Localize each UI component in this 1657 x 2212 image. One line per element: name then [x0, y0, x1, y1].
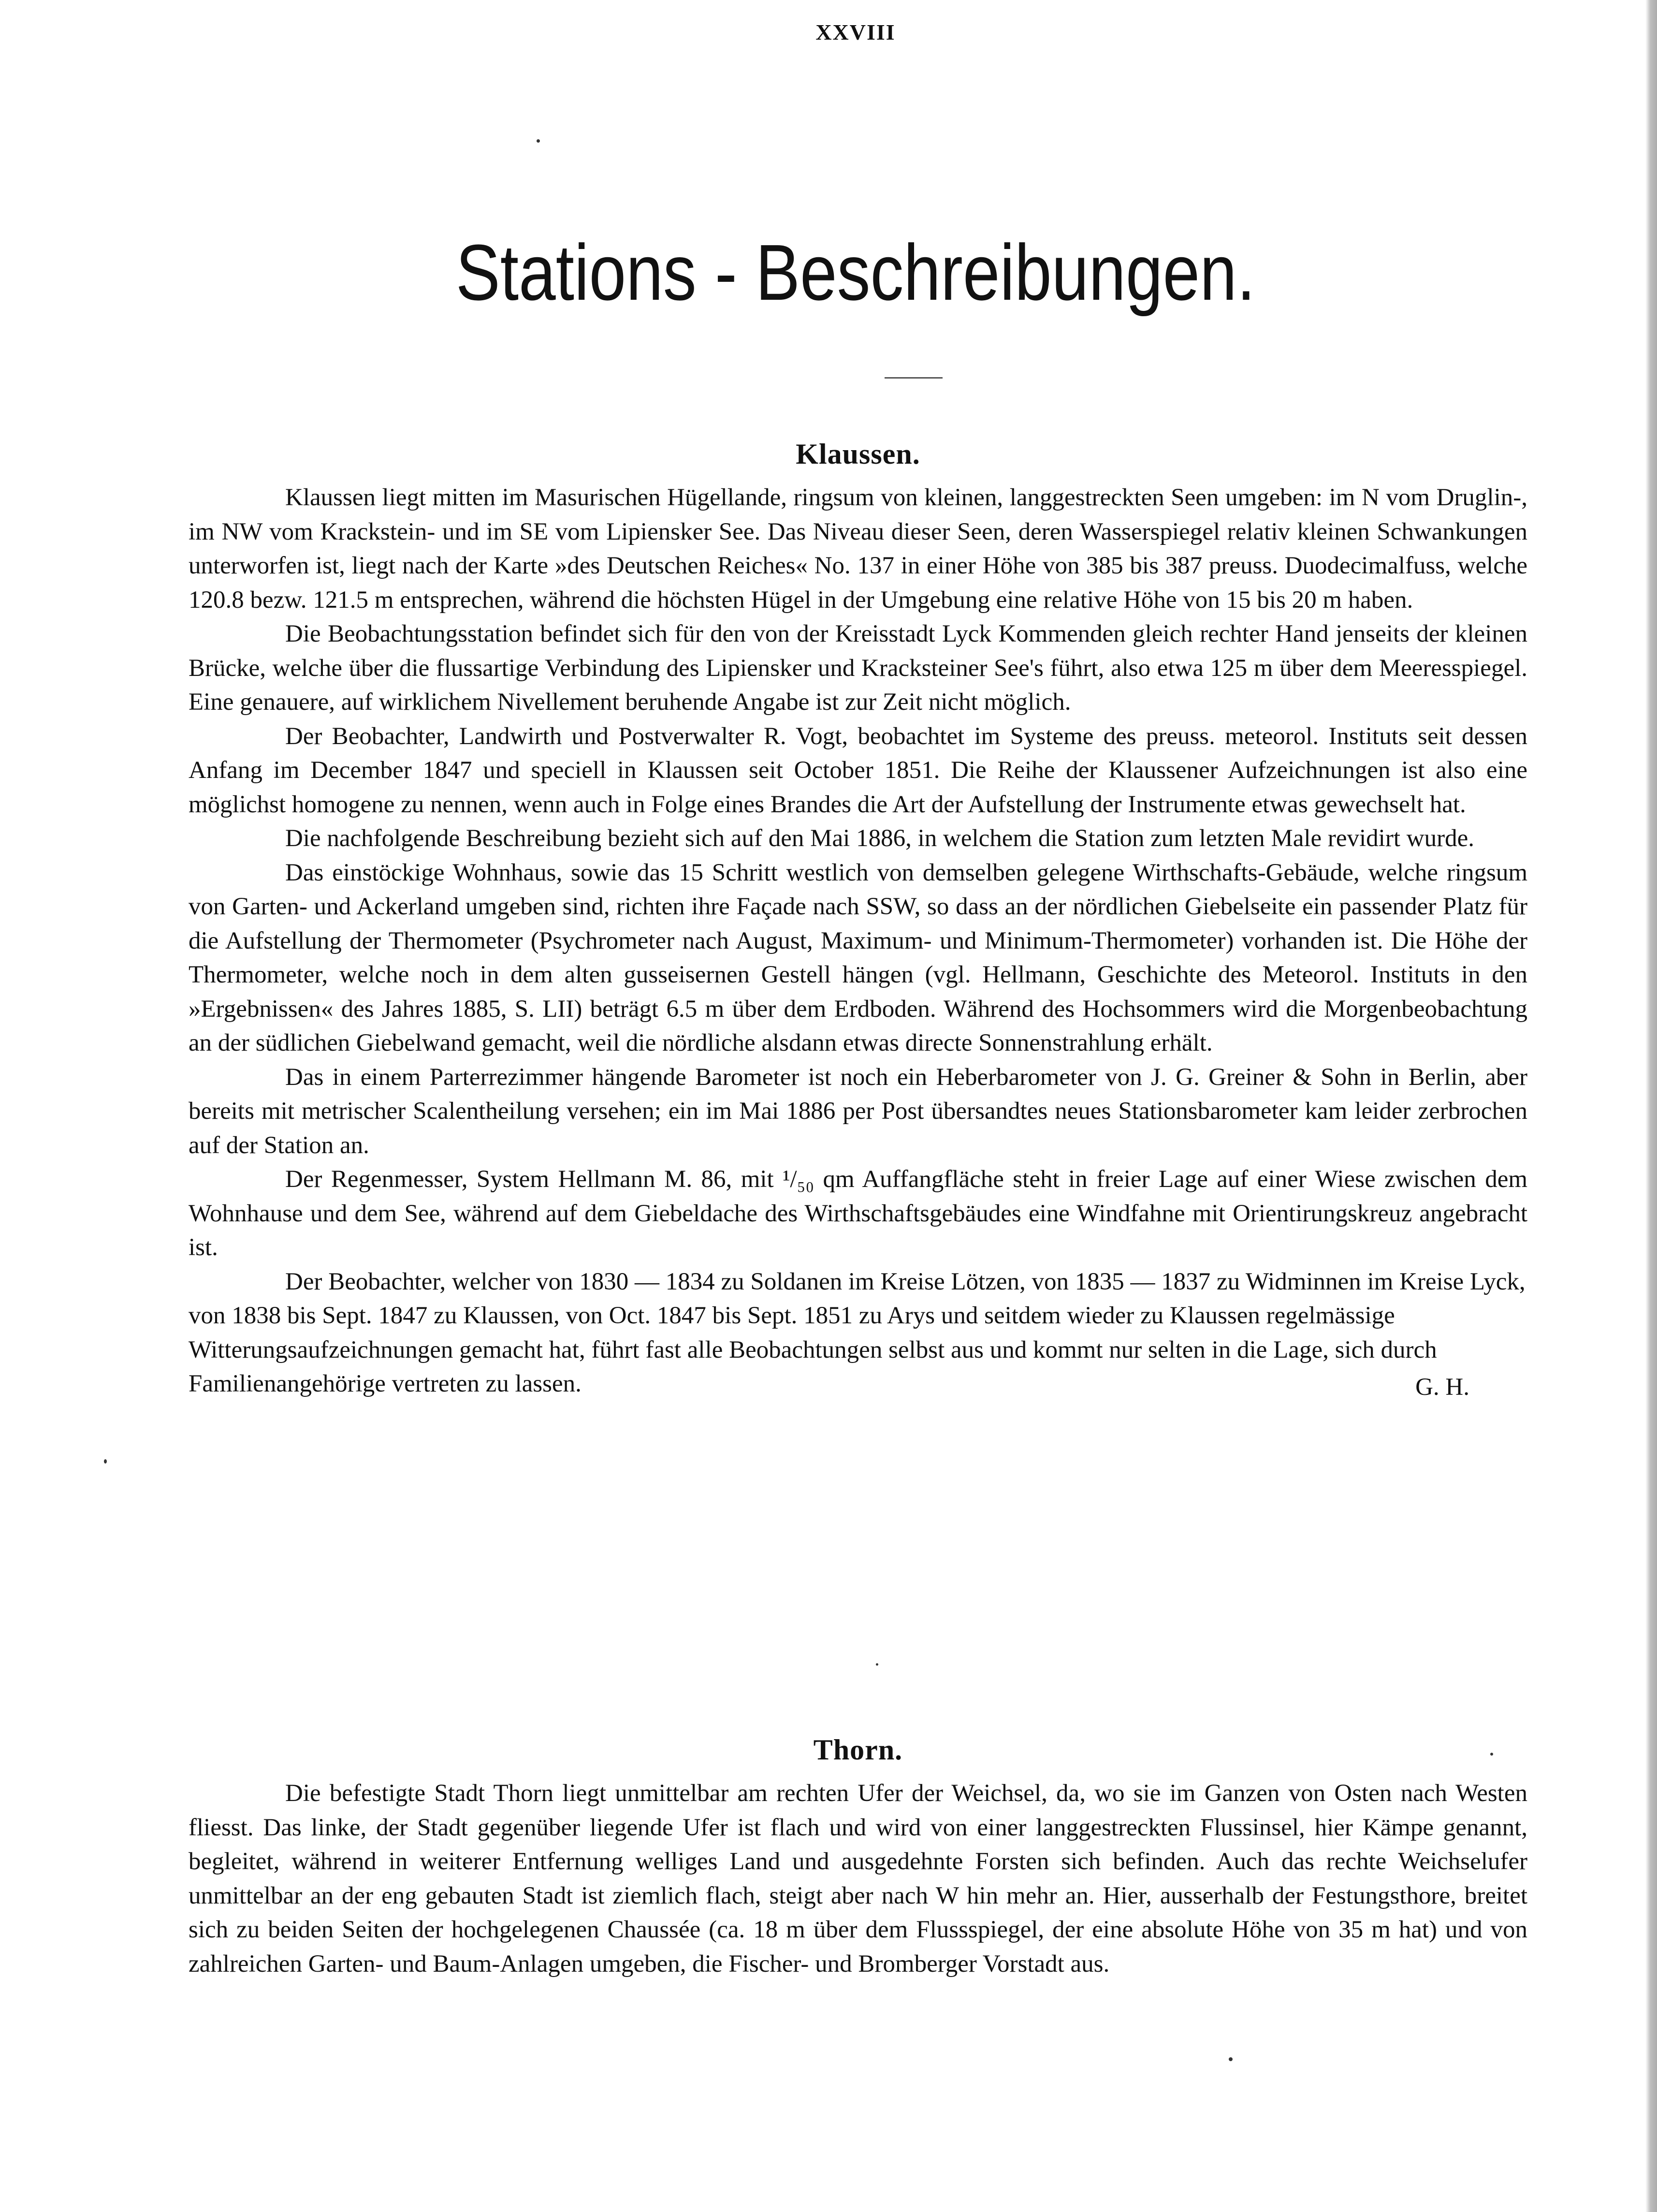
- paragraph: Klaussen liegt mitten im Masurischen Hügellande, ringsum von kleinen, langgestreckten Seen umgeben: im N vom Druglin-, im NW vom Krackstein- und im SE vom Lipiensker See. Das Niveau dieser Seen, deren Wasserspiegel relativ kleinen Schwankungen unterworfen ist, liegt nach der Karte »des Deutschen Reiches« No. 137 in einer Höhe von 385 bis 387 preuss. Duodecimalfuss, welche 120.8 bezw. 121.5 m entsprechen, während die höchsten Hügel in der Umgebung eine relative Höhe von 15 bis 20 m haben.: [189, 484, 1527, 614]
- section-heading: Thorn.: [813, 1734, 903, 1766]
- paragraph: Der Regenmesser, System Hellmann M. 86, mit ¹/₅₀ qm Auffangfläche steht in freier Lage auf einer Wiese zwischen dem Wohnhause und dem See, während auf dem Giebeldache des Wirthschaftsgebäudes eine Windfahne mit Orientirungskreuz angebracht ist.: [189, 1166, 1527, 1261]
- section-thorn: [189, 1733, 1527, 1981]
- section-klaussen: [189, 438, 1527, 1401]
- paragraph: Die Beobachtungsstation befindet sich für den von der Kreisstadt Lyck Kommenden gleich rechter Hand jenseits der kleinen Brücke, welche über die flussartige Verbindung des Lipiensker und Kracksteiner See's führt, also etwa 125 m über dem Meeresspiegel. Eine genauere, auf wirklichem Nivellement beruhende Angabe ist zur Zeit nicht möglich.: [189, 620, 1527, 716]
- paragraph: Das in einem Parterrezimmer hängende Barometer ist noch ein Heberbarometer von J. G. Greiner & Sohn in Berlin, aber bereits mit metrischer Scalentheilung versehen; ein im Mai 1886 per Post übersandtes neues Stationsbarometer kam leider zerbrochen auf der Station an.: [189, 1063, 1527, 1159]
- scan-speck: [876, 1663, 878, 1666]
- author-signature: G. H.: [1415, 1373, 1469, 1401]
- paragraph: Die nachfolgende Beschreibung bezieht sich auf den Mai 1886, in welchem die Station zum letzten Male revidirt wurde.: [285, 825, 1474, 852]
- scan-speck: [1229, 2057, 1233, 2061]
- page-title: Stations - Beschreibungen.: [455, 228, 1256, 317]
- scan-speck: [104, 1459, 107, 1464]
- page-number: XXVIII: [815, 20, 896, 44]
- paragraph: Das einstöckige Wohnhaus, sowie das 15 Schritt westlich von demselben gelegene Wirthschafts-Gebäude, welche ringsum von Garten- und Ackerland umgeben sind, richten ihre Façade nach SSW, so dass an der nördlichen Giebelseite ein passender Platz für die Aufstellung der Thermometer (Psychrometer nach August, Maximum- und Minimum-Thermometer) vorhanden ist. Die Höhe der Thermometer, welche noch in dem alten gusseisernen Gestell hängen (vgl. Hellmann, Geschichte des Meteorol. Instituts in den »Ergebnissen« des Jahres 1885, S. LII) beträgt 6.5 m über dem Erdboden. Während des Hochsommers wird die Morgenbeobachtung an der südlichen Giebelwand gemacht, weil die nördliche alsdann etwas directe Sonnenstrahlung erhält.: [189, 859, 1527, 1056]
- section-heading: Klaussen.: [796, 438, 920, 470]
- scan-speck: [1490, 1753, 1493, 1756]
- title-divider: [885, 377, 943, 379]
- scan-edge-shadow: [1641, 0, 1657, 2212]
- scan-speck: [537, 139, 540, 143]
- paragraph: Die befestigte Stadt Thorn liegt unmittelbar am rechten Ufer der Weichsel, da, wo sie im Ganzen von Osten nach Westen fliesst. Das linke, der Stadt gegenüber liegende Ufer ist flach und wird von einer langgestreckten Flussinsel, hier Kämpe genannt, begleitet, während in weiterer Entfernung welliges Land und ausgedehnte Forsten sich befinden. Auch das rechte Weichselufer unmittelbar an der eng gebauten Stadt ist ziemlich flach, steigt aber nach W hin mehr an. Hier, ausserhalb der Festungsthore, breitet sich zu beiden Seiten der hochgelegenen Chaussée (ca. 18 m über dem Flussspiegel, der eine absolute Höhe von 35 m hat) und von zahlreichen Garten- und Baum-Anlagen umgeben, die Fischer- und Bromberger Vorstadt aus.: [189, 1780, 1527, 1978]
- paragraph: Der Beobachter, Landwirth und Postverwalter R. Vogt, beobachtet im Systeme des preuss. meteorol. Instituts seit dessen Anfang im December 1847 und speciell in Klaussen seit October 1851. Die Reihe der Klaussener Aufzeichnungen ist also eine möglichst homogene zu nennen, wenn auch in Folge eines Brandes die Art der Aufstellung der Instrumente etwas gewechselt hat.: [189, 722, 1527, 818]
- final-paragraph-wrap: [189, 1265, 1527, 1401]
- paragraph: Der Beobachter, welcher von 1830 — 1834 zu Soldanen im Kreise Lötzen, von 1835 — 1837 zu Widminnen im Kreise Lyck, von 1838 bis Sept. 1847 zu Klaussen, von Oct. 1847 bis Sept. 1851 zu Arys und seitdem wieder zu Klaussen regelmässige Witterungsaufzeichnungen gemacht hat, führt fast alle Beobachtungen selbst aus und kommt nur selten in die Lage, sich durch Familienangehörige vertreten zu lassen.: [189, 1268, 1526, 1397]
